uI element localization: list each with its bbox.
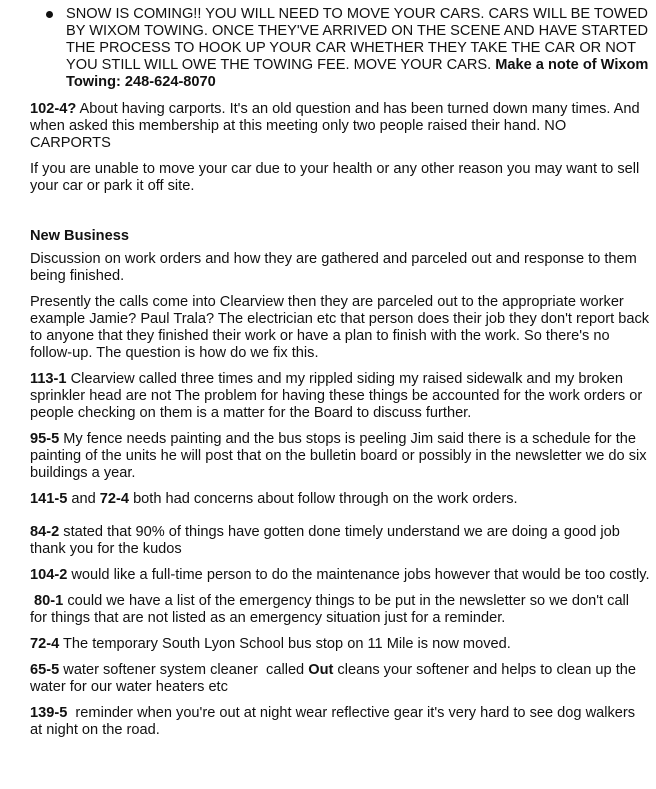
- paragraph-text: Clearview called three times and my rippled siding my raised sidewalk and my broken sprinkler head are not The problem for having these things be accounted for the work orders or people checking on them is a matter for the Board to discuss further.: [30, 371, 643, 421]
- paragraph-text: could we have a list of the emergency things to be put in the newsletter so we don't call for things that are not listed as an emergency situation just for a reminder.: [30, 593, 630, 626]
- paragraph-text: would like a full-time person to do the maintenance jobs however that would be too costly.: [67, 567, 650, 583]
- product-name: Out: [308, 662, 334, 678]
- snow-notice-bullet: [30, 6, 650, 91]
- list-item: [30, 431, 650, 482]
- list-item: [30, 593, 650, 627]
- paragraph-text: About having carports. It's an old question and has been turned down many times. And when asked this membership at this meeting only two people raised their hand. NO CARPORTS: [30, 101, 640, 151]
- unit-label: 104-2: [30, 567, 68, 583]
- paragraph-text: My fence needs painting and the bus stops is peeling Jim said there is a schedule for the painting of the units he will post that on the bulletin board or possibly in the newsletter we do six buildings a year.: [30, 431, 647, 481]
- paragraph-text: If you are unable to move your car due to your health or any other reason you may want to sell your car or park it off site.: [30, 161, 640, 194]
- unit-label: 141-5: [30, 491, 68, 507]
- unit-label: 65-5: [30, 662, 60, 678]
- list-item: [30, 524, 650, 558]
- paragraph-text: both had concerns about follow through on the work orders.: [129, 491, 518, 507]
- list-item: [30, 567, 650, 584]
- paragraph-text: stated that 90% of things have gotten done timely understand we are doing a good job thank you for the kudos: [30, 524, 620, 557]
- unit-label: 72-4: [99, 491, 130, 507]
- snow-notice-text: SNOW IS COMING!! YOU WILL NEED TO MOVE YOUR CARS. CARS WILL BE TOWED BY WIXOM TOWING. ONCE THEY'VE ARRIVED ON THE SCENE AND HAVE STARTED THE PROCESS TO HOOK UP YOUR CAR WHETHER THEY TAKE THE CAR OR NOT YOU STILL WILL OWE THE TOWING FEE. MOVE YOUR CARS.: [66, 6, 649, 73]
- unit-label: 113-1: [30, 371, 67, 387]
- towing-phone-note: Make a note of Wixom Towing: 248-624-8070: [66, 57, 649, 90]
- intro-paragraph: Presently the calls come into Clearview then they are parceled out to the appropriate worker example Jamie? Paul Trala? The electrician etc that person does their job they don't report back to anyone that they finished their work or have a plan to finish with the work. So there's no follow-up. The question is how do we fix this.: [30, 294, 650, 361]
- unit-label: 139-5: [30, 705, 68, 721]
- unit-label: 84-2: [30, 524, 60, 540]
- unit-label: 72-4: [30, 636, 60, 652]
- unit-label: 95-5: [30, 431, 60, 447]
- bullet-icon: [46, 11, 53, 18]
- list-item: [30, 705, 650, 739]
- list-item: [30, 636, 650, 653]
- paragraph-text: reminder when you're out at night wear reflective gear it's very hard to see dog walkers at night on the road.: [30, 705, 640, 738]
- move-car-paragraph: [30, 161, 650, 195]
- list-item: [30, 371, 650, 422]
- intro-paragraph: Discussion on work orders and how they are gathered and parceled out and response to them being finished.: [30, 251, 637, 284]
- section-heading: New Business: [30, 228, 129, 244]
- paragraph-text: water softener system cleaner called: [59, 662, 309, 678]
- carport-paragraph: [30, 101, 650, 152]
- paragraph-text: and: [67, 491, 100, 507]
- unit-label: 80-1: [30, 593, 64, 609]
- paragraph-text: cleans your softener and helps to clean up the water for our water heaters etc: [30, 662, 636, 695]
- list-item: [30, 491, 650, 508]
- unit-label: 102-4?: [30, 101, 77, 117]
- list-item: [30, 662, 650, 696]
- paragraph-text: The temporary South Lyon School bus stop on 11 Mile is now moved.: [59, 636, 511, 652]
